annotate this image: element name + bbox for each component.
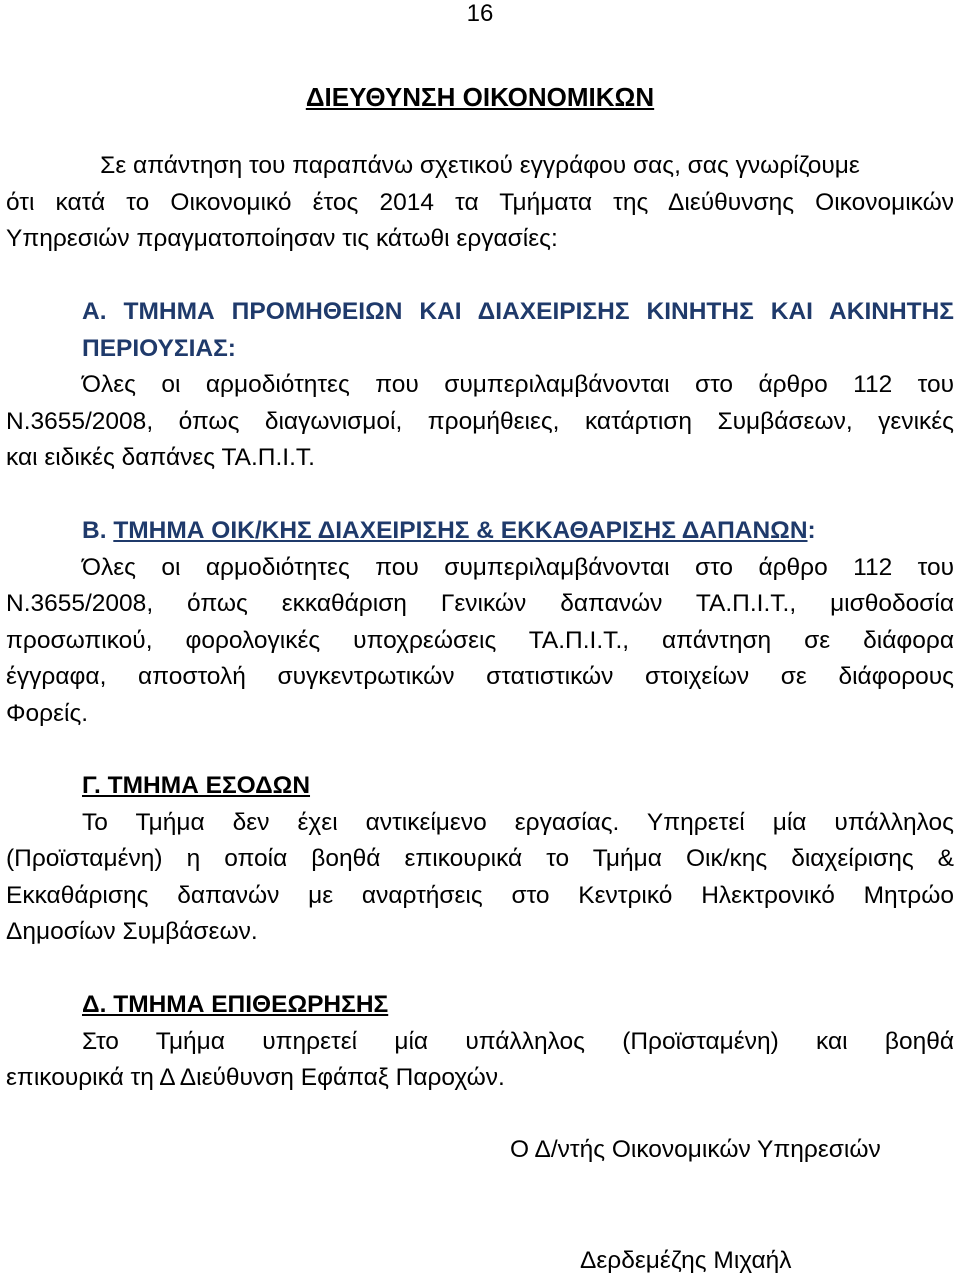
section-c-line: (Προϊσταμένη) η οποία βοηθά επικουρικά το Τμήμα Οικ/κης διαχείρισης &	[6, 845, 954, 872]
section-c-line: Δημοσίων Συμβάσεων.	[6, 918, 258, 945]
intro-line: Υπηρεσιών πραγματοποίησαν τις κάτωθι εργασίες:	[6, 225, 558, 252]
section-c-line: Εκκαθάρισης δαπανών με αναρτήσεις στο Κεντρικό Ηλεκτρονικό Μητρώο	[6, 881, 954, 909]
intro-line: ότι κατά το Οικονομικό έτος 2014 τα Τμήματα της Διεύθυνσης Οικονομικών	[6, 188, 954, 216]
section-a-line: Ν.3655/2008, όπως διαγωνισμοί, προμήθειες, κατάρτιση Συμβάσεων, γενικές	[6, 407, 954, 435]
section-d-heading-text: Δ. ΤΜΗΜΑ ΕΠΙΘΕΩΡΗΣΗΣ	[82, 991, 389, 1018]
signature-title: Ο Δ/ντής Οικονομικών Υπηρεσιών	[510, 1136, 881, 1163]
section-b-heading-text: ΤΜΗΜΑ ΟΙΚ/ΚΗΣ ΔΙΑΧΕΙΡΙΣΗΣ & ΕΚΚΑΘΑΡΙΣΗΣ ΔΑΠΑΝΩΝ	[113, 517, 808, 544]
intro-line: Σε απάντηση του παραπάνω σχετικού εγγράφου σας, σας γνωρίζουμε	[100, 152, 860, 179]
section-b-heading-prefix: Β.	[82, 517, 114, 544]
section-a-heading-cont: ΠΕΡΙΟΥΣΙΑΣ:	[82, 334, 236, 362]
section-a-line: και ειδικές δαπάνες ΤΑ.Π.Ι.Τ.	[6, 444, 315, 471]
intro-paragraph	[6, 148, 954, 258]
page-number: 16	[466, 0, 494, 27]
section-b-line: προσωπικού, φορολογικές υποχρεώσεις ΤΑ.Π.Ι.Τ., απάντηση σε διάφορα	[6, 626, 954, 654]
section-d-line: επικουρικά τη Δ Διεύθυνση Εφάπαξ Παροχών.	[6, 1064, 505, 1091]
section-b-line: Ν.3655/2008, όπως εκκαθάριση Γενικών δαπανών ΤΑ.Π.Ι.Τ., μισθοδοσία	[6, 590, 954, 617]
section-b-line: Φορείς.	[6, 699, 89, 727]
section-b-heading-suffix: :	[807, 517, 816, 544]
section-c-heading-text: Γ. ΤΜΗΜΑ ΕΣΟΔΩΝ	[82, 772, 311, 799]
section-c	[6, 768, 954, 951]
section-a	[6, 294, 954, 477]
section-b	[6, 513, 954, 732]
section-d-line: Στο Τμήμα υπηρετεί μία υπάλληλος (Προϊσταμένη) και βοηθά	[82, 1027, 954, 1055]
signature-name: Δερδεμέζης Μιχαήλ	[580, 1247, 792, 1274]
section-b-heading	[6, 513, 954, 550]
section-d	[6, 987, 954, 1097]
section-b-line: έγγραφα, αποστολή συγκεντρωτικών στατιστικών στοιχείων σε διάφορους	[6, 663, 954, 690]
section-a-heading: Α. ΤΜΗΜΑ ΠΡΟΜΗΘΕΙΩΝ ΚΑΙ ΔΙΑΧΕΙΡΙΣΗΣ ΚΙΝΗΤΗΣ ΚΑΙ ΑΚΙΝΗΤΗΣ	[82, 298, 954, 325]
section-c-heading	[6, 768, 954, 805]
section-c-line: Το Τμήμα δεν έχει αντικείμενο εργασίας. Υπηρετεί μία υπάλληλος	[82, 808, 954, 836]
section-a-line: Όλες οι αρμοδιότητες που συμπεριλαμβάνονται στο άρθρο 112 του	[82, 371, 954, 398]
section-b-line: Όλες οι αρμοδιότητες που συμπεριλαμβάνονται στο άρθρο 112 του	[82, 553, 954, 581]
section-d-heading	[6, 987, 954, 1024]
page-title: ΔΙΕΥΘΥΝΣΗ ΟΙΚΟΝΟΜΙΚΩΝ	[305, 82, 655, 112]
